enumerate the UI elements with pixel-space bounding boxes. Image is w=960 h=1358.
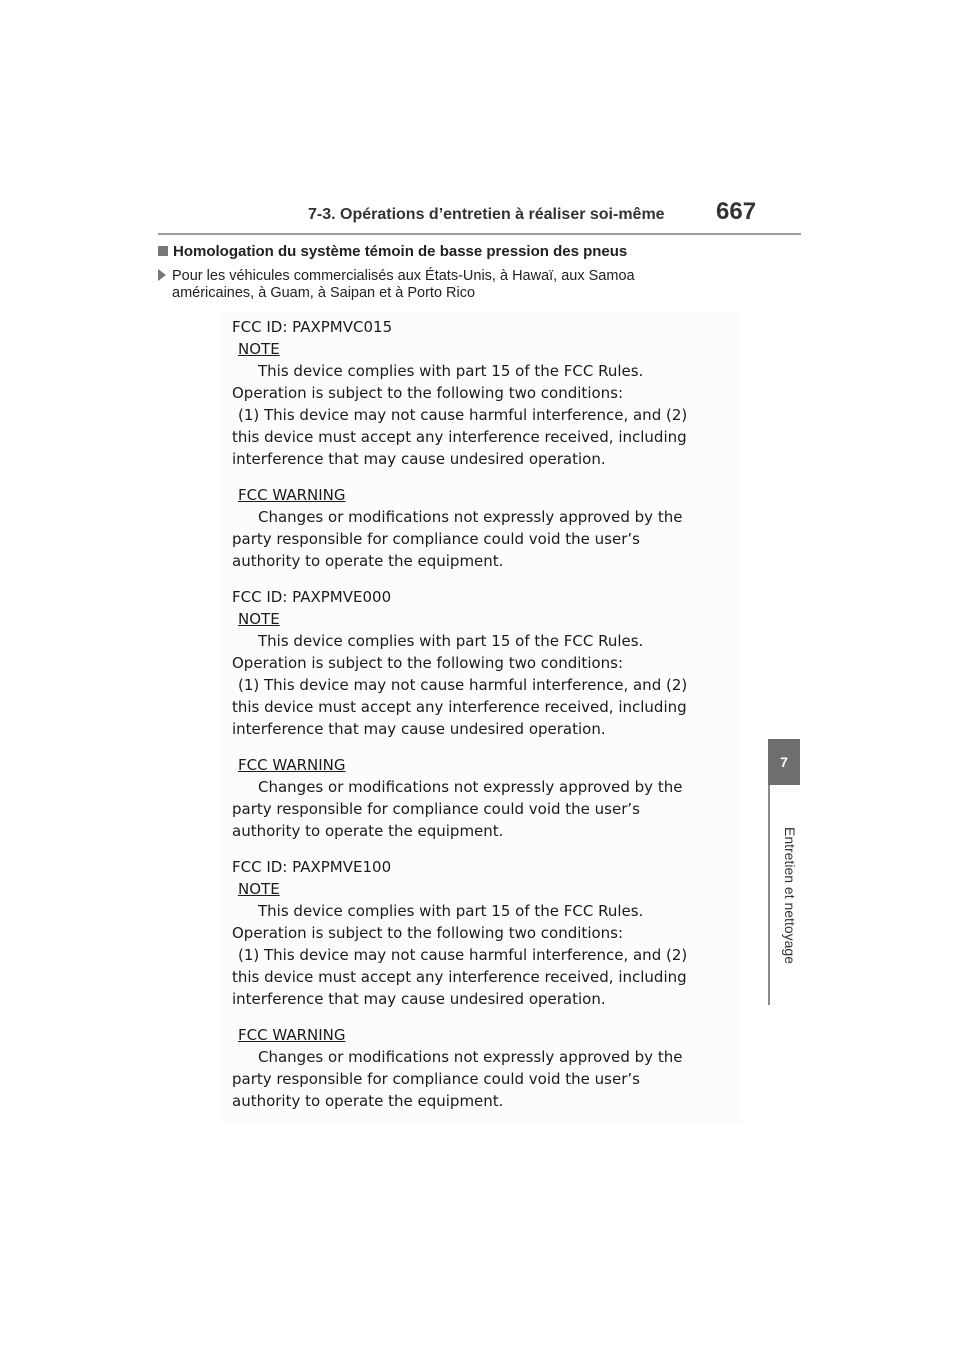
note-line: interference that may cause undesired operation. — [232, 450, 606, 468]
note-label: NOTE — [238, 610, 280, 628]
fcc-block-1 — [232, 316, 737, 572]
note-line: interference that may cause undesired operation. — [232, 720, 606, 738]
note-line: Operation is subject to the following two conditions: — [232, 654, 624, 672]
warning-line: Changes or modifications not expressly approved by the — [258, 778, 683, 796]
fcc-id: FCC ID: PAXPMVE100 — [232, 858, 392, 876]
note-label: NOTE — [238, 340, 280, 358]
triangle-bullet-icon — [158, 269, 166, 281]
warning-line: Changes or modifications not expressly approved by the — [258, 508, 683, 526]
bullet-line-1: Pour les véhicules commercialisés aux États-Unis, à Hawaï, aux Samoa — [172, 268, 635, 284]
fcc-label-image — [222, 312, 742, 1124]
chapter-header-title: 7-3. Opérations d’entretien à réaliser soi-même — [308, 206, 665, 223]
note-line: This device complies with part 15 of the FCC Rules. — [258, 902, 644, 920]
warning-line: party responsible for compliance could void the user’s — [232, 530, 640, 548]
page-number: 667 — [716, 198, 757, 225]
note-line: Operation is subject to the following two conditions: — [232, 384, 624, 402]
warning-line: authority to operate the equipment. — [232, 1092, 504, 1110]
fcc-id: FCC ID: PAXPMVE000 — [232, 588, 392, 606]
bullet-line-2: américaines, à Guam, à Saipan et à Porto Rico — [172, 285, 476, 301]
note-line: (1) This device may not cause harmful interference, and (2) — [238, 946, 688, 964]
warning-line: party responsible for compliance could void the user’s — [232, 1070, 640, 1088]
warning-label: FCC WARNING — [238, 756, 346, 774]
warning-line: authority to operate the equipment. — [232, 822, 504, 840]
fcc-block-2 — [232, 586, 737, 842]
chapter-tab-label: Entretien et nettoyage — [782, 826, 798, 964]
warning-label: FCC WARNING — [238, 486, 346, 504]
note-line: this device must accept any interference received, including — [232, 428, 687, 446]
warning-label: FCC WARNING — [238, 1026, 346, 1044]
note-line: this device must accept any interference received, including — [232, 968, 687, 986]
chapter-tab-rule — [768, 785, 770, 1005]
note-line: This device complies with part 15 of the FCC Rules. — [258, 632, 644, 650]
note-line: (1) This device may not cause harmful interference, and (2) — [238, 676, 688, 694]
note-line: Operation is subject to the following two conditions: — [232, 924, 624, 942]
note-line: interference that may cause undesired operation. — [232, 990, 606, 1008]
warning-line: Changes or modifications not expressly approved by the — [258, 1048, 683, 1066]
section-heading-text: Homologation du système témoin de basse pression des pneus — [173, 243, 628, 260]
region-bullet — [158, 268, 758, 302]
note-label: NOTE — [238, 880, 280, 898]
note-line: this device must accept any interference received, including — [232, 698, 687, 716]
header-divider — [158, 233, 801, 235]
section-heading — [158, 243, 627, 260]
square-bullet-icon — [158, 246, 168, 256]
chapter-tab: 7 — [768, 739, 800, 785]
note-line: This device complies with part 15 of the FCC Rules. — [258, 362, 644, 380]
fcc-id: FCC ID: PAXPMVC015 — [232, 318, 393, 336]
warning-line: party responsible for compliance could void the user’s — [232, 800, 640, 818]
fcc-block-3 — [232, 856, 737, 1112]
note-line: (1) This device may not cause harmful interference, and (2) — [238, 406, 688, 424]
warning-line: authority to operate the equipment. — [232, 552, 504, 570]
